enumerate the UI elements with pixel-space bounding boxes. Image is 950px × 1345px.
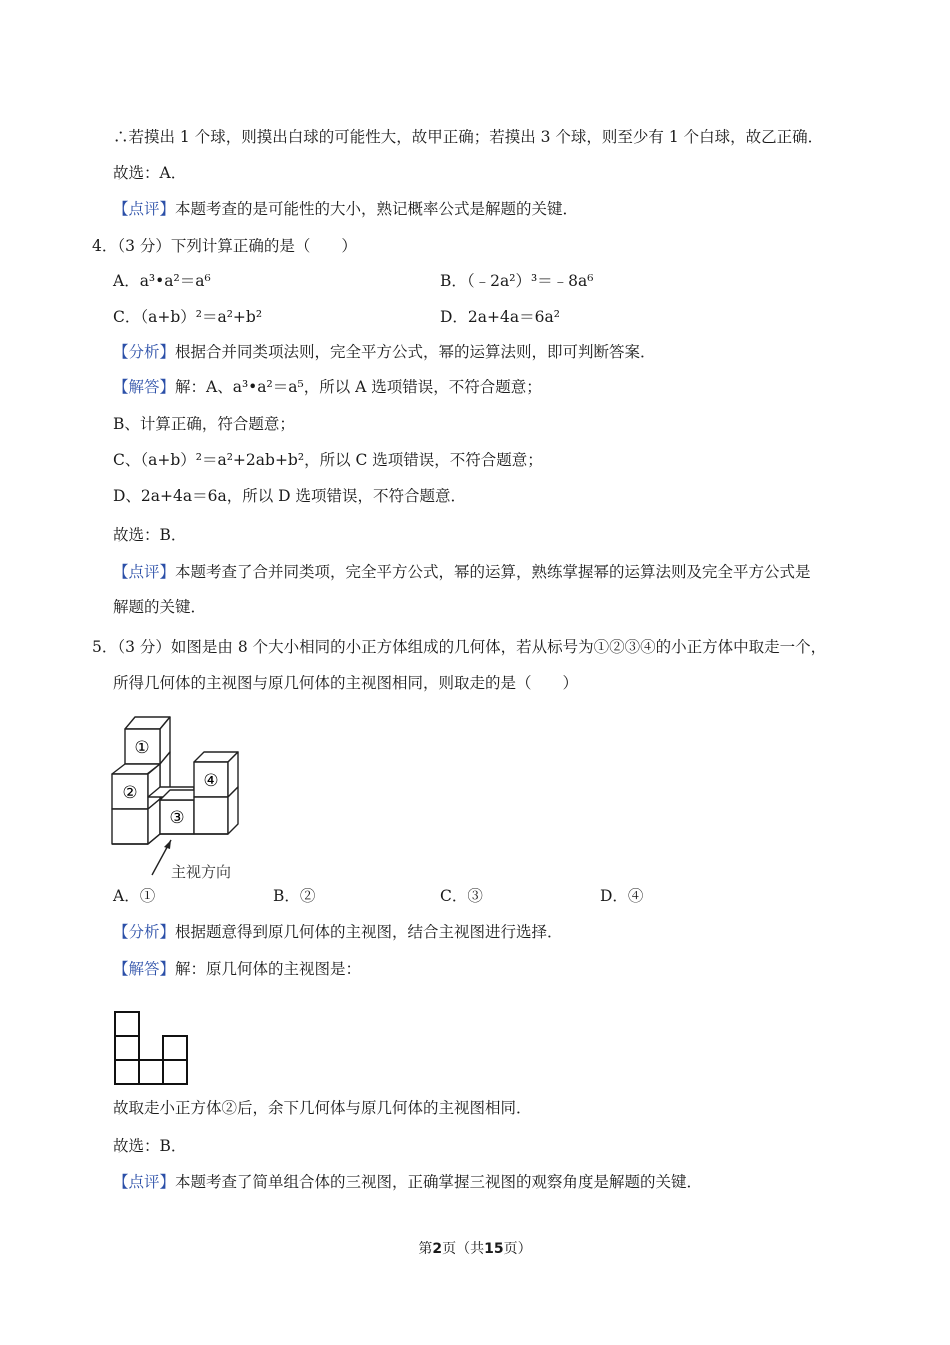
answer-tag: 【解答】: [113, 378, 176, 396]
analysis-text: 根据合并同类项法则，完全平方公式，幂的运算法则，即可判断答案．: [175, 343, 656, 361]
question-number: 4．: [92, 237, 118, 255]
q4-analysis: [113, 342, 656, 362]
q4-comment: [113, 562, 811, 582]
question-5: [92, 637, 826, 657]
cube-label-3: ③: [169, 808, 185, 828]
q5-option-d: D．④: [600, 887, 644, 905]
q5-answer: [113, 959, 361, 979]
answer-tag: 【解答】: [113, 960, 176, 978]
analysis-tag: 【分析】: [113, 343, 176, 361]
q4-option-b: B．（﹣2a²）³＝﹣8a⁶: [440, 272, 594, 290]
comment-line: [113, 199, 578, 219]
q4-answer-b: B、计算正确，符合题意；: [113, 415, 295, 433]
q5-option-a: A．①: [113, 887, 156, 905]
fig-caption: 主视方向: [171, 863, 232, 881]
comment-tag: 【点评】: [113, 563, 176, 581]
question-number: 5．: [92, 638, 118, 656]
page-number: 2: [432, 1241, 443, 1257]
question-stem-cont: 所得几何体的主视图与原几何体的主视图相同，则取走的是（ ）: [113, 674, 579, 692]
comment-tag: 【点评】: [113, 200, 176, 218]
page-footer: [0, 1238, 950, 1258]
q5-comment: [113, 1172, 702, 1192]
q4-answer-d: D、2a+4a＝6a，所以 D 选项错误，不符合题意．: [113, 487, 467, 505]
q4-option-a: A．a³•a²＝a⁶: [113, 272, 211, 290]
comment-tag: 【点评】: [113, 1173, 176, 1191]
page-total: 15: [484, 1241, 504, 1257]
analysis-text: 根据题意得到原几何体的主视图，结合主视图进行选择．: [175, 923, 563, 941]
footer-suffix: 页）: [503, 1241, 532, 1257]
answer-text: 解：原几何体的主视图是：: [175, 960, 362, 978]
comment-text: 本题考查了简单组合体的三视图，正确掌握三视图的观察角度是解题的关键．: [175, 1173, 703, 1191]
answer-text: 解：A、a³•a²＝a⁵，所以 A 选项错误，不符合题意；: [175, 378, 542, 396]
analysis-tag: 【分析】: [113, 923, 176, 941]
q4-answer: [113, 377, 542, 397]
q4-option-c: C．（a+b）²＝a²+b²: [113, 308, 263, 326]
cube-label-2: ②: [122, 783, 138, 803]
q5-option-b: B．②: [273, 887, 316, 905]
question-4: [92, 236, 357, 256]
comment-text: 本题考查的是可能性的大小，熟记概率公式是解题的关键．: [175, 200, 579, 218]
cube-label-4: ④: [203, 771, 219, 791]
text-line: ∴若摸出 1 个球，则摸出白球的可能性大，故甲正确；若摸出 3 个球，则至少有 1 个白球，故乙正确．: [113, 128, 824, 146]
arrow-head: [164, 840, 171, 849]
text-line: 故选：A．: [113, 164, 187, 182]
question-stem: （3 分）如图是由 8 个大小相同的小正方体组成的几何体，若从标号为①②③④的小正方体中取走一个，: [117, 638, 827, 656]
q5-option-c: C．③: [440, 887, 483, 905]
front-view-figure: [112, 1010, 192, 1088]
cube-label-1: ①: [134, 738, 150, 758]
q5-analysis: [113, 922, 563, 942]
q4-choose: 故选：B．: [113, 526, 187, 544]
comment-text: 本题考查了合并同类项，完全平方公式，幂的运算，熟练掌握幂的运算法则及完全平方公式是: [175, 563, 811, 581]
question-stem: （3 分）下列计算正确的是（ ）: [117, 237, 357, 255]
q4-option-d: D．2a+4a＝6a²: [440, 308, 560, 326]
q4-comment-cont: 解题的关键．: [113, 598, 207, 616]
footer-prefix: 第: [418, 1241, 433, 1257]
q5-choose: 故选：B．: [113, 1137, 187, 1155]
cube-figure: [108, 712, 248, 882]
q4-answer-c: C、（a+b）²＝a²+2ab+b²，所以 C 选项错误，不符合题意；: [113, 451, 543, 469]
footer-middle: 页（共: [442, 1241, 485, 1257]
q5-after: 故取走小正方体②后，余下几何体与原几何体的主视图相同．: [113, 1099, 532, 1117]
